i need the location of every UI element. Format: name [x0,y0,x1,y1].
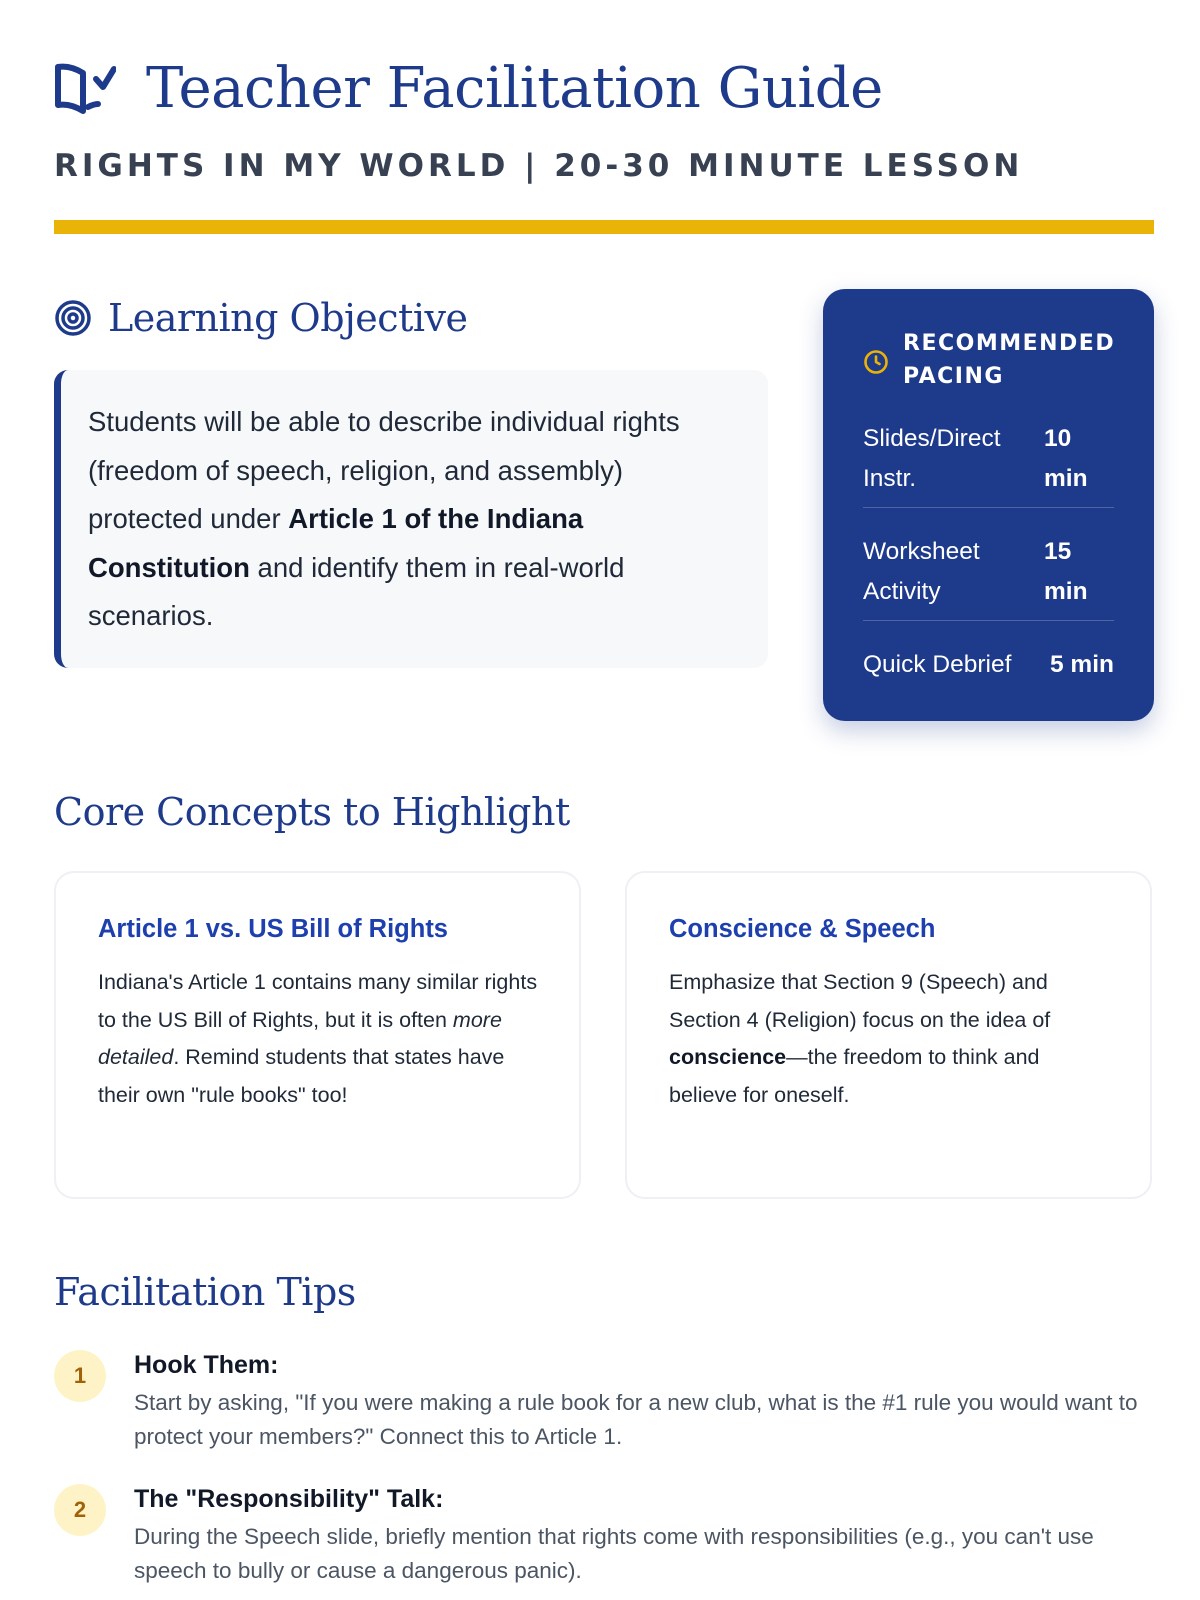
tip-item [54,1484,1154,1588]
header-divider [54,220,1154,234]
pacing-label: Worksheet Activity [863,538,980,605]
pacing-value: 10 min [1044,425,1088,492]
target-icon [54,299,92,337]
tip-title: Hook Them: [134,1351,279,1379]
tip-title: The "Responsibility" Talk: [134,1485,444,1513]
tip-number-badge: 2 [54,1484,106,1536]
page-subtitle: RIGHTS IN MY WORLD | 20-30 MINUTE LESSON [54,148,1024,184]
objective-heading: Learning Objective [108,296,468,340]
tip-number-badge: 1 [54,1350,106,1402]
tip-text [134,1484,1154,1588]
clock-icon [863,349,889,375]
tip-body: Start by asking, "If you were making a rule book for a new club, what is the #1 rule you would want to protect your members?" Connect this to Article 1. [134,1390,1138,1449]
title-row [54,52,1154,126]
facilitation-tips-heading: Facilitation Tips [54,1270,356,1314]
pacing-value: 15 min [1044,538,1088,605]
pacing-row [863,419,1114,508]
concept-card-article1 [54,871,581,1199]
objective-text-part1: Students will be able to describe individual rights (freedom of speech, religion, and assembly) protected under [88,406,680,534]
concept-card-conscience [625,871,1152,1199]
objective-text-part2: and identify them in real-world scenarios. [88,551,625,631]
pacing-label: Slides/Direct Instr. [863,425,1001,492]
concept-body-part2: . Remind students that states have their own "rule books" too! [98,1045,505,1107]
pacing-row [863,645,1114,693]
tip-item [54,1350,1154,1454]
objective-heading-row [54,294,467,342]
concept-card-body [98,964,539,1114]
concept-body-part1: Indiana's Article 1 contains many similar rights to the US Bill of Rights, but it is often [98,970,538,1032]
tip-body: During the Speech slide, briefly mention that rights come with responsibilities (e.g., you can't use speech to bully or cause a dangerous panic). [134,1524,1094,1583]
pacing-row [863,532,1114,621]
concept-body-part1: Emphasize that Section 9 (Speech) and Section 4 (Religion) focus on the idea of [669,970,1051,1032]
facilitation-guide-page [54,0,1154,1600]
pacing-value: 5 min [1050,651,1114,678]
concept-body-bold: conscience [669,1045,787,1069]
page-header [54,52,1154,184]
core-concepts-heading: Core Concepts to Highlight [54,790,570,834]
concept-card-body [669,964,1110,1114]
objective-text-box [54,370,768,668]
tip-text [134,1350,1154,1454]
concept-body-italic: more detailed [98,1007,502,1069]
concept-card-title: Article 1 vs. US Bill of Rights [98,915,448,943]
concept-body-part2: —the freedom to think and believe for oneself. [669,1045,1040,1107]
pacing-label: Quick Debrief [863,651,1012,678]
pacing-card [823,289,1154,721]
book-check-icon [54,59,120,119]
concept-card-title: Conscience & Speech [669,915,936,943]
objective-text-bold: Article 1 of the Indiana Constitution [88,503,584,583]
page-title: Teacher Facilitation Guide [146,56,883,121]
pacing-header [863,327,1114,393]
pacing-title: RECOMMENDED PACING [903,331,1116,389]
